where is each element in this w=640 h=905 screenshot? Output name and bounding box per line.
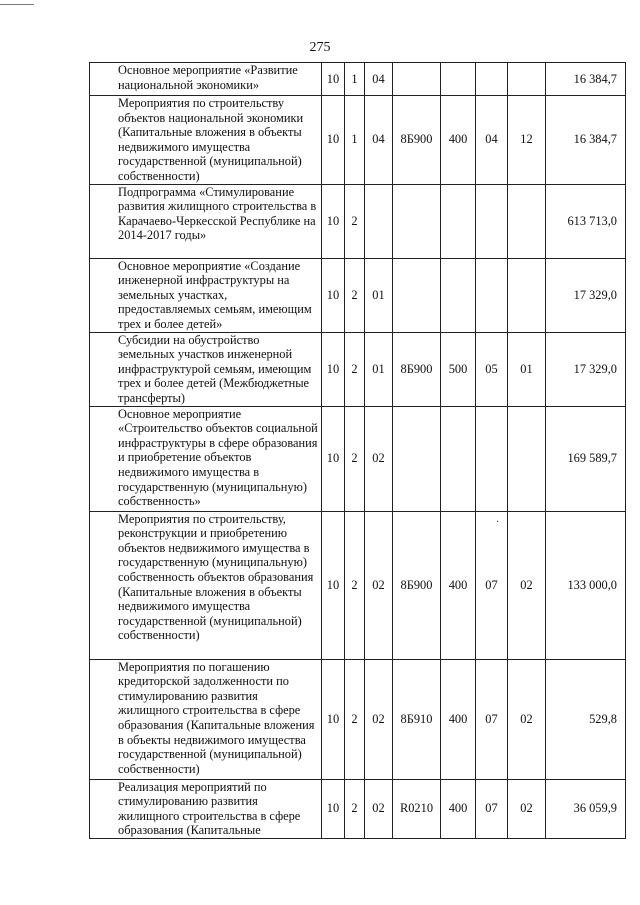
- cell-expense-type: 400: [441, 96, 476, 185]
- row-name: Подпрограмма «Стимулирование развития жилищного строительства в Карачаево-Черкесской Республике на 2014-2017 годы»: [90, 184, 322, 258]
- cell-target-code: [393, 63, 441, 96]
- cell-amount: 169 589,7: [546, 406, 626, 511]
- cell-amount: 36 059,9: [546, 779, 626, 838]
- cell-subsection: 2: [345, 779, 365, 838]
- cell-expense-type: [441, 184, 476, 258]
- row-name: Основное мероприятие «Развитие национальной экономики»: [90, 63, 322, 96]
- cell-division: 07: [476, 511, 508, 659]
- cell-section: 10: [322, 184, 345, 258]
- cell-target-code: [393, 184, 441, 258]
- cell-division: [476, 63, 508, 96]
- cell-amount: 16 384,7: [546, 96, 626, 185]
- row-name: Основное мероприятие «Строительство объектов социальной инфраструктуры в сфере образования и приобретение объектов недвижимого имущества в государственную (муниципальную) собственность»: [90, 406, 322, 511]
- cell-program: 01: [365, 332, 393, 406]
- cell-amount: 613 713,0: [546, 184, 626, 258]
- cell-subsection: 2: [345, 184, 365, 258]
- cell-amount: 529,8: [546, 659, 626, 779]
- cell-subsection: 2: [345, 659, 365, 779]
- cell-expense-type: 500: [441, 332, 476, 406]
- cell-target-code: R0210: [393, 779, 441, 838]
- cell-division: 05: [476, 332, 508, 406]
- table-row: [90, 96, 626, 185]
- cell-program: 04: [365, 63, 393, 96]
- cell-target-code: [393, 258, 441, 332]
- cell-program: [365, 184, 393, 258]
- cell-subdivision: [508, 406, 546, 511]
- cell-target-code: 8Б910: [393, 659, 441, 779]
- budget-table: [89, 62, 626, 839]
- cell-subsection: 2: [345, 332, 365, 406]
- cell-division: [476, 184, 508, 258]
- cell-amount: 17 329,0: [546, 332, 626, 406]
- cell-amount: 16 384,7: [546, 63, 626, 96]
- cell-expense-type: [441, 258, 476, 332]
- cell-section: 10: [322, 406, 345, 511]
- row-name: Субсидии на обустройство земельных участков инженерной инфраструктурой семьям, имеющим трех и более детей (Межбюджетные трансферты): [90, 332, 322, 406]
- cell-division: [476, 406, 508, 511]
- page-number: 275: [309, 40, 331, 55]
- cell-subsection: 2: [345, 511, 365, 659]
- cell-expense-type: [441, 63, 476, 96]
- cell-target-code: 8Б900: [393, 511, 441, 659]
- cell-subsection: 1: [345, 96, 365, 185]
- cell-section: 10: [322, 779, 345, 838]
- cell-division: 07: [476, 779, 508, 838]
- table-row: [90, 511, 626, 659]
- cell-section: 10: [322, 332, 345, 406]
- row-name: Мероприятия по строительству, реконструкции и приобретению объектов недвижимого имущества в государственную (муниципальную) собственность объектов образования (Капитальные вложения в объекты недвижимого имущества государственной (муниципальной) собственности): [90, 511, 322, 659]
- table-row: [90, 779, 626, 838]
- cell-target-code: 8Б900: [393, 96, 441, 185]
- cell-program: 02: [365, 406, 393, 511]
- cell-section: 10: [322, 96, 345, 185]
- cell-section: 10: [322, 659, 345, 779]
- table-row: [90, 332, 626, 406]
- cell-expense-type: 400: [441, 511, 476, 659]
- cell-program: 01: [365, 258, 393, 332]
- table-row: [90, 63, 626, 96]
- cell-subdivision: [508, 258, 546, 332]
- row-name: Основное мероприятие «Создание инженерной инфраструктуры на земельных участках, предоставляемых семьям, имеющим трех и более детей»: [90, 258, 322, 332]
- cell-program: 02: [365, 511, 393, 659]
- cell-program: 02: [365, 779, 393, 838]
- cell-subsection: 2: [345, 258, 365, 332]
- row-name: Мероприятия по строительству объектов национальной экономики (Капитальные вложения в объекты недвижимого имущества государственной (муниципальной) собственности): [90, 96, 322, 185]
- cell-subdivision: 01: [508, 332, 546, 406]
- cell-subsection: 1: [345, 63, 365, 96]
- row-name: Реализация мероприятий по стимулированию развития жилищного строительства в сфере образования (Капитальные: [90, 779, 322, 838]
- cell-division: [476, 258, 508, 332]
- cell-expense-type: 400: [441, 779, 476, 838]
- row-name: Мероприятия по погашению кредиторской задолженности по стимулированию развития жилищного строительства в сфере образования (Капитальные вложения в объекты недвижимого имущества государственной (муниципальной) собственности): [90, 659, 322, 779]
- cell-expense-type: [441, 406, 476, 511]
- scan-corner-mark: [0, 4, 34, 5]
- cell-subdivision: 02: [508, 779, 546, 838]
- cell-expense-type: 400: [441, 659, 476, 779]
- cell-amount: 133 000,0: [546, 511, 626, 659]
- cell-program: 02: [365, 659, 393, 779]
- scan-speck: ·: [496, 517, 500, 528]
- table-row: [90, 258, 626, 332]
- cell-section: 10: [322, 63, 345, 96]
- cell-subdivision: [508, 63, 546, 96]
- cell-program: 04: [365, 96, 393, 185]
- cell-division: 07: [476, 659, 508, 779]
- cell-subdivision: [508, 184, 546, 258]
- cell-section: 10: [322, 511, 345, 659]
- table-row: [90, 184, 626, 258]
- table-row: [90, 659, 626, 779]
- cell-target-code: 8Б900: [393, 332, 441, 406]
- cell-subdivision: 12: [508, 96, 546, 185]
- cell-subsection: 2: [345, 406, 365, 511]
- cell-subdivision: 02: [508, 511, 546, 659]
- cell-target-code: [393, 406, 441, 511]
- cell-subdivision: 02: [508, 659, 546, 779]
- cell-section: 10: [322, 258, 345, 332]
- cell-division: 04: [476, 96, 508, 185]
- table-row: [90, 406, 626, 511]
- cell-amount: 17 329,0: [546, 258, 626, 332]
